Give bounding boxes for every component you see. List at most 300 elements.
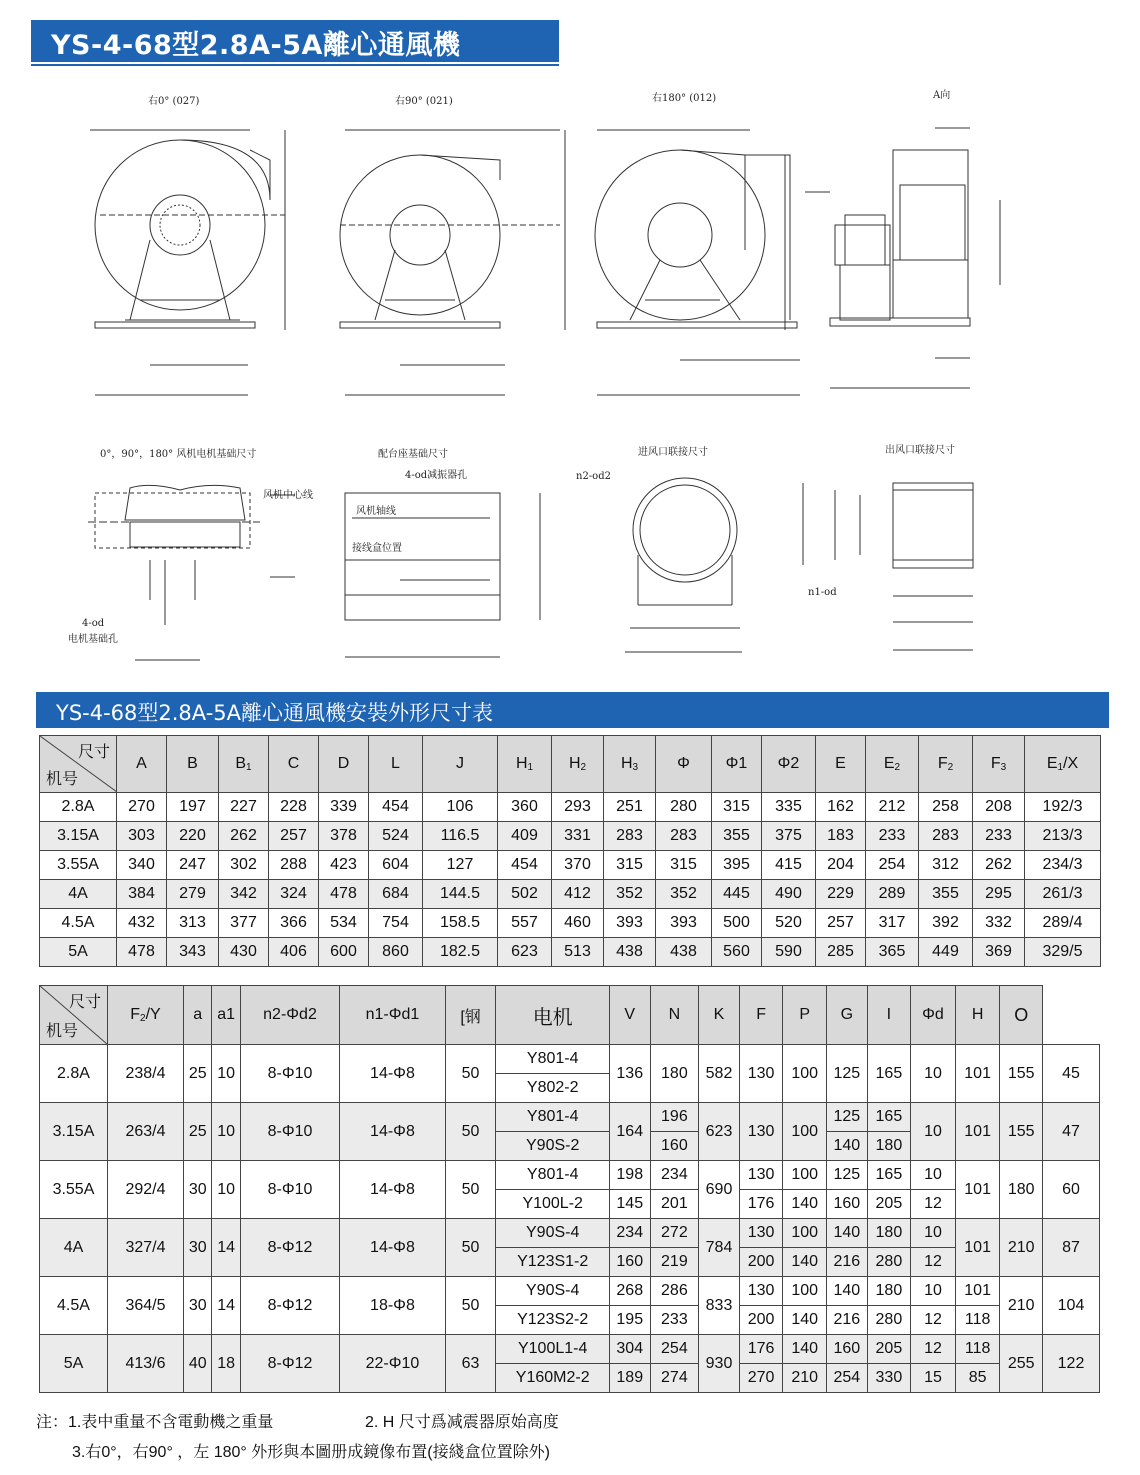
col-header: Φ2	[762, 736, 816, 793]
value-cell: 251	[604, 793, 656, 822]
value-cell: 12	[911, 1335, 956, 1364]
value-cell: 255	[1000, 1335, 1043, 1393]
value-cell: 342	[219, 880, 269, 909]
value-cell: 340	[117, 851, 167, 880]
value-cell: 40	[184, 1335, 212, 1393]
value-cell: 684	[369, 880, 423, 909]
value-cell: 295	[973, 880, 1025, 909]
value-cell: 366	[269, 909, 319, 938]
value-cell: 196	[650, 1103, 699, 1132]
motor-cell: Y801-4	[496, 1103, 610, 1132]
value-cell: 145	[609, 1190, 650, 1219]
value-cell: 12	[911, 1306, 956, 1335]
value-cell: 144.5	[423, 880, 498, 909]
value-cell: 378	[319, 822, 369, 851]
value-cell: 406	[269, 938, 319, 967]
value-cell: 85	[955, 1364, 1000, 1393]
weight-cell: 87	[1043, 1219, 1100, 1277]
detail-title-outlet: 出风口联接尺寸	[885, 445, 955, 456]
value-cell: 136	[609, 1045, 650, 1103]
weight-cell: 122	[1043, 1335, 1100, 1393]
col-header: n1-Φd1	[340, 986, 445, 1045]
table-row	[40, 851, 1101, 880]
col-header: $E_1/X$	[1025, 736, 1101, 793]
label-fan-center: 风机中心线	[263, 490, 313, 501]
col-header: N	[650, 986, 699, 1045]
col-header: $F_3$	[973, 736, 1025, 793]
value-cell: 192/3	[1025, 793, 1101, 822]
col-header: Φd	[911, 986, 956, 1045]
col-header: V	[609, 986, 650, 1045]
value-cell: 560	[712, 938, 762, 967]
value-cell: 454	[369, 793, 423, 822]
motor-cell: Y100L1-4	[496, 1335, 610, 1364]
value-cell: 454	[498, 851, 552, 880]
table-row	[40, 1335, 1100, 1364]
weight-cell: 45	[1043, 1045, 1100, 1103]
value-cell: 205	[867, 1190, 911, 1219]
view-a-direction	[830, 128, 1000, 388]
value-cell: 289	[866, 880, 919, 909]
value-cell: 229	[816, 880, 866, 909]
corner-top: 尺寸	[77, 744, 110, 761]
value-cell: 130	[739, 1045, 783, 1103]
note-1: 注：1.表中重量不含電動機之重量	[36, 1414, 274, 1431]
value-cell: 432	[117, 909, 167, 938]
technical-drawings	[0, 0, 1140, 680]
detail-motor-base	[88, 485, 295, 660]
value-cell: 384	[117, 880, 167, 909]
value-cell: 292/4	[107, 1161, 183, 1219]
motor-cell: Y802-2	[496, 1074, 610, 1103]
table-row	[40, 1103, 1100, 1132]
value-cell: 10	[911, 1161, 956, 1190]
value-cell: 393	[656, 909, 712, 938]
value-cell: 140	[827, 1277, 868, 1306]
value-cell: 238/4	[107, 1045, 183, 1103]
value-cell: 130	[739, 1277, 783, 1306]
value-cell: 227	[219, 793, 269, 822]
value-cell: 279	[167, 880, 219, 909]
col-header: C	[269, 736, 319, 793]
value-cell: 412	[552, 880, 604, 909]
value-cell: 449	[919, 938, 973, 967]
value-cell: 233	[973, 822, 1025, 851]
col-header: A	[117, 736, 167, 793]
value-cell: 164	[609, 1103, 650, 1161]
value-cell: 754	[369, 909, 423, 938]
value-cell: 285	[816, 938, 866, 967]
value-cell: 413/6	[107, 1335, 183, 1393]
value-cell: 860	[369, 938, 423, 967]
value-cell: 116.5	[423, 822, 498, 851]
value-cell: 158.5	[423, 909, 498, 938]
value-cell: 355	[712, 822, 762, 851]
model-cell: 5A	[40, 1335, 108, 1393]
value-cell: 784	[699, 1219, 740, 1277]
value-cell: 160	[827, 1335, 868, 1364]
value-cell: 623	[498, 938, 552, 967]
value-cell: 10	[911, 1277, 956, 1306]
model-cell: 4A	[40, 1219, 108, 1277]
view-right-0	[90, 130, 285, 395]
value-cell: 604	[369, 851, 423, 880]
value-cell: 118	[955, 1335, 1000, 1364]
motor-cell: Y90S-4	[496, 1277, 610, 1306]
value-cell: 833	[699, 1277, 740, 1335]
value-cell: 257	[816, 909, 866, 938]
table-row	[40, 1219, 1100, 1248]
model-cell: 3.15A	[40, 1103, 108, 1161]
value-cell: 288	[269, 851, 319, 880]
value-cell: 257	[269, 822, 319, 851]
value-cell: 160	[650, 1132, 699, 1161]
col-header: F	[739, 986, 783, 1045]
value-cell: 10	[911, 1045, 956, 1103]
label-four-od: 4-od	[82, 618, 105, 629]
value-cell: 50	[445, 1219, 496, 1277]
model-cell: 3.15A	[40, 822, 117, 851]
value-cell: 228	[269, 793, 319, 822]
weight-cell: 60	[1043, 1161, 1100, 1219]
label-motor-holes: 电机基础孔	[68, 634, 118, 645]
value-cell: 343	[167, 938, 219, 967]
value-cell: 930	[699, 1335, 740, 1393]
motor-cell: Y160M2-2	[496, 1364, 610, 1393]
value-cell: 329/5	[1025, 938, 1101, 967]
value-cell: 520	[762, 909, 816, 938]
value-cell: 125	[827, 1045, 868, 1103]
value-cell: 254	[866, 851, 919, 880]
value-cell: 180	[867, 1219, 911, 1248]
value-cell: 14	[212, 1219, 240, 1277]
value-cell: 101	[955, 1277, 1000, 1306]
value-cell: 280	[867, 1306, 911, 1335]
value-cell: 324	[269, 880, 319, 909]
value-cell: 513	[552, 938, 604, 967]
value-cell: 30	[184, 1161, 212, 1219]
value-cell: 502	[498, 880, 552, 909]
table-row	[40, 822, 1101, 851]
value-cell: 183	[816, 822, 866, 851]
value-cell: 140	[827, 1132, 868, 1161]
value-cell: 101	[955, 1103, 1000, 1161]
value-cell: 254	[827, 1364, 868, 1393]
value-cell: 415	[762, 851, 816, 880]
value-cell: 313	[167, 909, 219, 938]
value-cell: 100	[783, 1219, 827, 1248]
value-cell: 204	[816, 851, 866, 880]
label-n1: n1-od	[808, 587, 837, 598]
value-cell: 274	[650, 1364, 699, 1393]
value-cell: 195	[609, 1306, 650, 1335]
col-header: [钢	[445, 986, 496, 1045]
value-cell: 106	[423, 793, 498, 822]
value-cell: 101	[955, 1045, 1000, 1103]
motor-cell: Y123S1-2	[496, 1248, 610, 1277]
corner-bottom: 机号	[46, 1023, 79, 1040]
value-cell: 22-Φ10	[340, 1335, 445, 1393]
model-cell: 5A	[40, 938, 117, 967]
value-cell: 10	[212, 1103, 240, 1161]
table-row	[40, 1161, 1100, 1190]
value-cell: 233	[866, 822, 919, 851]
value-cell: 25	[184, 1045, 212, 1103]
table-2-header	[40, 986, 1100, 1045]
value-cell: 50	[445, 1103, 496, 1161]
value-cell: 304	[609, 1335, 650, 1364]
value-cell: 582	[699, 1045, 740, 1103]
motor-cell: Y123S2-2	[496, 1306, 610, 1335]
label-junction-box: 接线盒位置	[352, 543, 402, 554]
detail-inlet-flange	[625, 478, 742, 652]
value-cell: 50	[445, 1277, 496, 1335]
value-cell: 270	[739, 1364, 783, 1393]
value-cell: 162	[816, 793, 866, 822]
value-cell: 63	[445, 1335, 496, 1393]
value-cell: 327/4	[107, 1219, 183, 1277]
value-cell: 261/3	[1025, 880, 1101, 909]
col-header: $H_1$	[498, 736, 552, 793]
value-cell: 100	[783, 1045, 827, 1103]
value-cell: 8-Φ10	[240, 1161, 339, 1219]
value-cell: 140	[783, 1190, 827, 1219]
col-header: n2-Φd2	[240, 986, 339, 1045]
motor-cell: Y90S-4	[496, 1219, 610, 1248]
value-cell: 140	[827, 1219, 868, 1248]
table-row	[40, 1045, 1100, 1074]
value-cell: 438	[656, 938, 712, 967]
detail-outlet-flange	[803, 483, 973, 650]
value-cell: 155	[1000, 1103, 1043, 1161]
model-cell: 3.55A	[40, 1161, 108, 1219]
value-cell: 14-Φ8	[340, 1045, 445, 1103]
value-cell: 490	[762, 880, 816, 909]
col-header: J	[423, 736, 498, 793]
model-cell: 2.8A	[40, 1045, 108, 1103]
value-cell: 180	[1000, 1161, 1043, 1219]
value-cell: 200	[739, 1306, 783, 1335]
col-header: $H_3$	[604, 736, 656, 793]
value-cell: 370	[552, 851, 604, 880]
value-cell: 50	[445, 1045, 496, 1103]
value-cell: 10	[911, 1219, 956, 1248]
col-header: $E_2$	[866, 736, 919, 793]
value-cell: 272	[650, 1219, 699, 1248]
value-cell: 315	[656, 851, 712, 880]
col-header: Φ1	[712, 736, 762, 793]
value-cell: 365	[866, 938, 919, 967]
value-cell: 254	[650, 1335, 699, 1364]
value-cell: 140	[783, 1306, 827, 1335]
value-cell: 165	[867, 1103, 911, 1132]
value-cell: 339	[319, 793, 369, 822]
motor-cell: Y90S-2	[496, 1132, 610, 1161]
value-cell: 623	[699, 1103, 740, 1161]
table-row	[40, 880, 1101, 909]
motor-cell: Y801-4	[496, 1045, 610, 1074]
value-cell: 478	[319, 880, 369, 909]
value-cell: 155	[1000, 1045, 1043, 1103]
value-cell: 25	[184, 1103, 212, 1161]
value-cell: 140	[783, 1248, 827, 1277]
col-header: H	[955, 986, 1000, 1045]
value-cell: 100	[783, 1103, 827, 1161]
value-cell: 312	[919, 851, 973, 880]
value-cell: 30	[184, 1277, 212, 1335]
value-cell: 165	[867, 1045, 911, 1103]
value-cell: 180	[650, 1045, 699, 1103]
model-cell: 4.5A	[40, 1277, 108, 1335]
value-cell: 280	[867, 1248, 911, 1277]
value-cell: 395	[712, 851, 762, 880]
col-header: D	[319, 736, 369, 793]
value-cell: 212	[866, 793, 919, 822]
value-cell: 438	[604, 938, 656, 967]
value-cell: 30	[184, 1219, 212, 1277]
value-cell: 182.5	[423, 938, 498, 967]
detail-title-inlet: 进风口联接尺寸	[638, 447, 708, 458]
value-cell: 10	[212, 1045, 240, 1103]
value-cell: 262	[219, 822, 269, 851]
value-cell: 118	[955, 1306, 1000, 1335]
value-cell: 219	[650, 1248, 699, 1277]
value-cell: 130	[739, 1103, 783, 1161]
value-cell: 8-Φ12	[240, 1277, 339, 1335]
value-cell: 130	[739, 1219, 783, 1248]
value-cell: 176	[739, 1335, 783, 1364]
value-cell: 14-Φ8	[340, 1161, 445, 1219]
value-cell: 216	[827, 1248, 868, 1277]
value-cell: 283	[919, 822, 973, 851]
value-cell: 534	[319, 909, 369, 938]
value-cell: 332	[973, 909, 1025, 938]
note-2: 2. H 尺寸爲减震器原始高度	[365, 1414, 559, 1431]
col-header: K	[699, 986, 740, 1045]
value-cell: 280	[656, 793, 712, 822]
col-header: I	[867, 986, 911, 1045]
value-cell: 600	[319, 938, 369, 967]
value-cell: 210	[1000, 1219, 1043, 1277]
col-header: 电机	[496, 986, 610, 1045]
col-header: $F_2$	[919, 736, 973, 793]
value-cell: 393	[604, 909, 656, 938]
col-header: G	[827, 986, 868, 1045]
value-cell: 50	[445, 1161, 496, 1219]
model-cell: 2.8A	[40, 793, 117, 822]
value-cell: 201	[650, 1190, 699, 1219]
label-fan-axis: 风机轴线	[356, 506, 396, 517]
value-cell: 460	[552, 909, 604, 938]
table-title-banner	[36, 692, 1109, 728]
value-cell: 369	[973, 938, 1025, 967]
value-cell: 335	[762, 793, 816, 822]
model-cell: 4A	[40, 880, 117, 909]
corner-top: 尺寸	[68, 994, 101, 1011]
value-cell: 125	[827, 1161, 868, 1190]
value-cell: 197	[167, 793, 219, 822]
col-header: L	[369, 736, 423, 793]
detail-base-frame	[345, 493, 540, 657]
col-header: $F_2/Y$	[107, 986, 183, 1045]
value-cell: 375	[762, 822, 816, 851]
dimension-table-1	[39, 735, 1101, 967]
view-label-a-direction: A向	[933, 90, 951, 101]
detail-title-base-frame: 配台座基础尺寸	[378, 449, 448, 460]
value-cell: 524	[369, 822, 423, 851]
col-header: P	[783, 986, 827, 1045]
value-cell: 101	[955, 1161, 1000, 1219]
value-cell: 331	[552, 822, 604, 851]
value-cell: 262	[973, 851, 1025, 880]
value-cell: 200	[739, 1248, 783, 1277]
value-cell: 208	[973, 793, 1025, 822]
value-cell: 160	[827, 1190, 868, 1219]
value-cell: 315	[604, 851, 656, 880]
value-cell: 315	[712, 793, 762, 822]
value-cell: 165	[867, 1161, 911, 1190]
value-cell: 14-Φ8	[340, 1103, 445, 1161]
value-cell: 430	[219, 938, 269, 967]
corner-cell	[40, 736, 117, 793]
detail-title-motor-base: 0°，90°，180° 风机电机基础尺寸	[100, 449, 257, 460]
value-cell: 258	[919, 793, 973, 822]
col-header: a1	[212, 986, 240, 1045]
col-header: B	[167, 736, 219, 793]
table-row	[40, 938, 1101, 967]
table-row	[40, 909, 1101, 938]
view-right-90	[340, 130, 565, 395]
value-cell: 10	[212, 1161, 240, 1219]
value-cell: 220	[167, 822, 219, 851]
value-cell: 234	[609, 1219, 650, 1248]
value-cell: 270	[117, 793, 167, 822]
value-cell: 180	[867, 1277, 911, 1306]
table-row	[40, 793, 1101, 822]
value-cell: 289/4	[1025, 909, 1101, 938]
value-cell: 352	[656, 880, 712, 909]
model-cell: 3.55A	[40, 851, 117, 880]
value-cell: 140	[783, 1335, 827, 1364]
view-right-180	[595, 130, 830, 395]
value-cell: 213/3	[1025, 822, 1101, 851]
value-cell: 445	[712, 880, 762, 909]
value-cell: 160	[609, 1248, 650, 1277]
value-cell: 409	[498, 822, 552, 851]
value-cell: 130	[739, 1161, 783, 1190]
value-cell: 8-Φ12	[240, 1219, 339, 1277]
table-1-header	[40, 736, 1101, 793]
value-cell: 198	[609, 1161, 650, 1190]
col-header: Φ	[656, 736, 712, 793]
value-cell: 18-Φ8	[340, 1277, 445, 1335]
value-cell: 303	[117, 822, 167, 851]
value-cell: 364/5	[107, 1277, 183, 1335]
note-3: 3.右0°，右90° ，左 180° 外形與本圖册成鏡像布置(接綫盒位置除外)	[72, 1444, 550, 1461]
value-cell: 216	[827, 1306, 868, 1335]
motor-cell: Y100L-2	[496, 1190, 610, 1219]
value-cell: 330	[867, 1364, 911, 1393]
value-cell: 127	[423, 851, 498, 880]
value-cell: 557	[498, 909, 552, 938]
view-label-right-0: 右0° (027)	[148, 96, 200, 107]
value-cell: 18	[212, 1335, 240, 1393]
value-cell: 500	[712, 909, 762, 938]
col-header: O	[1000, 986, 1043, 1045]
weight-cell: 47	[1043, 1103, 1100, 1161]
value-cell: 234/3	[1025, 851, 1101, 880]
model-cell: 4.5A	[40, 909, 117, 938]
